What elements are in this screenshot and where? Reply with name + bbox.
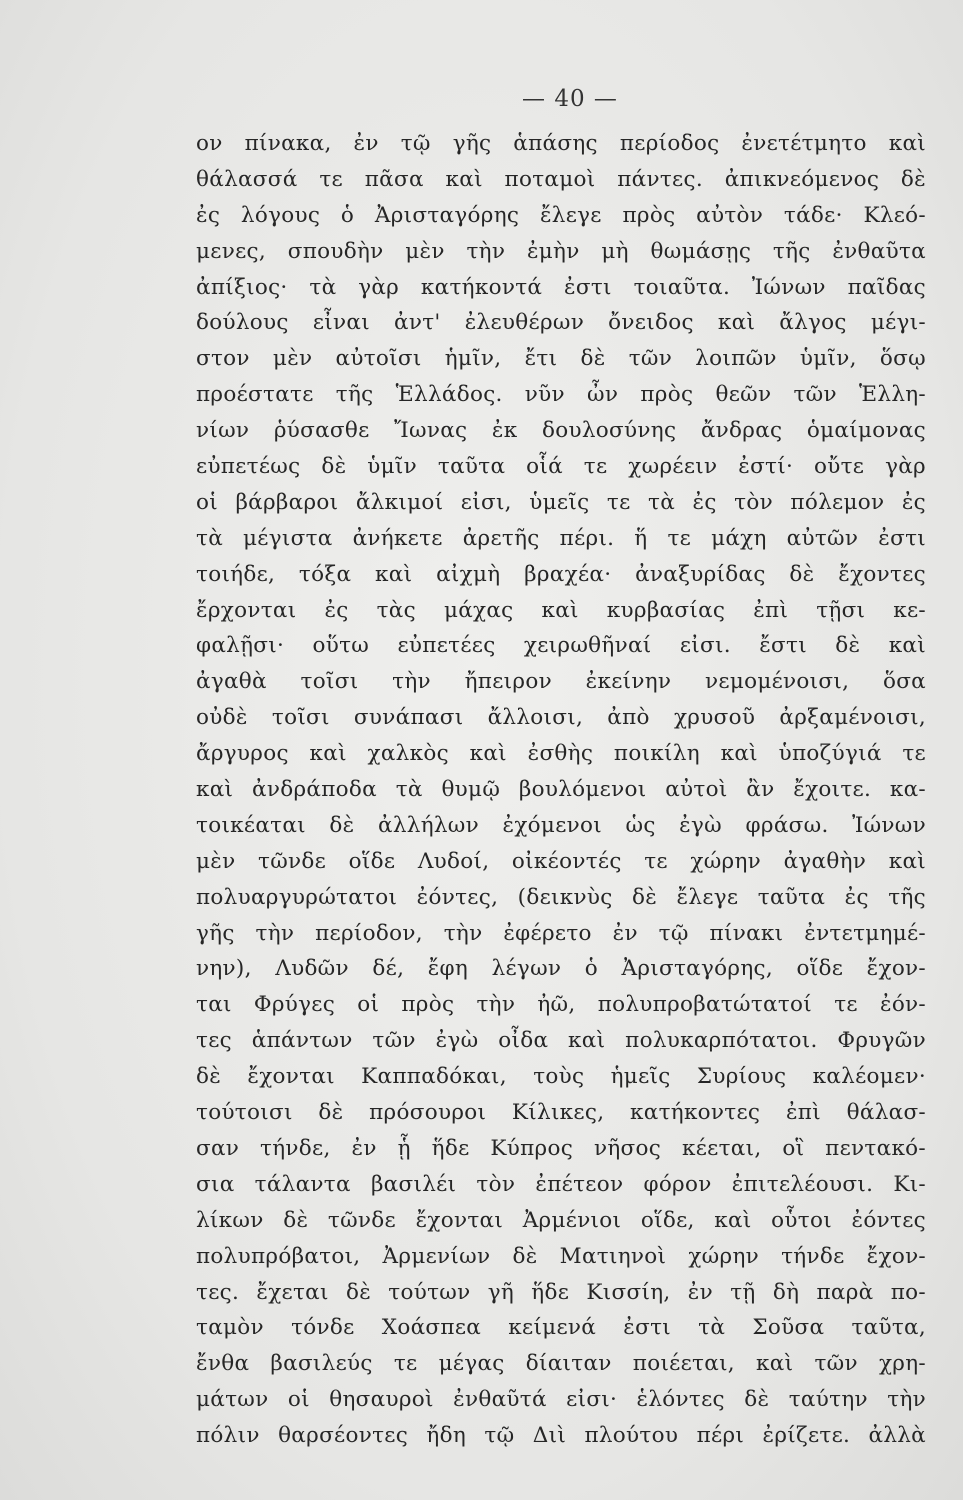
text-line: τες ἁπάντων τῶν ἐγὼ οἶδα καὶ πολυκαρπότατοι. Φρυγῶν (196, 1028, 926, 1054)
text-line: ἔνθα βασιλεύς τε μέγας δίαιταν ποιέεται, καὶ τῶν χρη- (196, 1351, 926, 1377)
text-line: ταμὸν τόνδε Χοάσπεα κείμενά ἐστι τὰ Σοῦσα ταῦτα, (196, 1315, 926, 1341)
text-line: ἀπίξιος· τὰ γὰρ κατήκοντά ἐστι τοιαῦτα. Ἰώνων παῖδας (196, 274, 926, 300)
text-line: προέστατε τῆς Ἑλλάδος. νῦν ὦν πρὸς θεῶν τῶν Ἑλλη- (196, 382, 926, 408)
text-line: μάτων οἱ θησαυροὶ ἐνθαῦτά εἰσι· ἑλόντες δὲ ταύτην τὴν (196, 1387, 926, 1413)
text-line: τες. ἔχεται δὲ τούτων γῆ ἥδε Κισσίη, ἐν τῇ δὴ παρὰ πο- (196, 1279, 926, 1305)
text-line: δούλους εἶναι ἀντ' ἐλευθέρων ὄνειδος καὶ ἄλγος μέγι- (196, 310, 926, 336)
text-line: μενες, σπουδὴν μὲν τὴν ἐμὴν μὴ θωμάσῃς τῆς ἐνθαῦτα (196, 238, 926, 264)
text-line: σια τάλαντα βασιλέι τὸν ἐπέτεον φόρον ἐπιτελέουσι. Κι- (196, 1171, 926, 1197)
text-line: ἀγαθὰ τοῖσι τὴν ἤπειρον ἐκείνην νεμομένοισι, ὅσα (196, 669, 926, 695)
text-line: τοιήδε, τόξα καὶ αἰχμὴ βραχέα· ἀναξυρίδας δὲ ἔχοντες (196, 561, 926, 587)
text-line: ον πίνακα, ἐν τῷ γῆς ἁπάσης περίοδος ἐνετέτμητο καὶ (196, 131, 926, 156)
text-line: οἱ βάρβαροι ἄλκιμοί εἰσι, ὑμεῖς τε τὰ ἐς τὸν πόλεμον ἐς (196, 489, 926, 515)
text-line: τούτοισι δὲ πρόσουροι Κίλικες, κατήκοντες ἐπὶ θάλασ- (196, 1100, 926, 1126)
text-line: θάλασσά τε πᾶσα καὶ ποταμοὶ πάντες. ἀπικνεόμενος δὲ (196, 166, 926, 192)
text-line: ται Φρύγες οἱ πρὸς τὴν ἠῶ, πολυπροβατώτατοί τε ἐόν- (196, 992, 926, 1018)
text-line: δὲ ἔχονται Καππαδόκαι, τοὺς ἡμεῖς Συρίους καλέομεν· (196, 1064, 926, 1090)
page-number: — 40 — (522, 86, 618, 112)
text-line: νην), Λυδῶν δέ, ἔφη λέγων ὁ Ἀρισταγόρης, οἵδε ἔχον- (196, 956, 926, 982)
text-line: λίκων δὲ τῶνδε ἔχονται Ἀρμένιοι οἵδε, καὶ οὗτοι ἐόντες (196, 1207, 926, 1233)
text-line: πολυαργυρώτατοι ἐόντες, (δεικνὺς δὲ ἔλεγε ταῦτα ἐς τῆς (196, 884, 926, 910)
text-line: καὶ ἀνδράποδα τὰ θυμῷ βουλόμενοι αὐτοὶ ἂν ἔχοιτε. κα- (196, 777, 926, 803)
text-line: πόλιν θαρσέοντες ἤδη τῷ Διὶ πλούτου πέρι ἐρίζετε. ἀλλὰ (196, 1423, 926, 1449)
text-line: εὐπετέως δὲ ὑμῖν ταῦτα οἷά τε χωρέειν ἐστί· οὔτε γὰρ (196, 454, 926, 480)
text-line: ἐς λόγους ὁ Ἀρισταγόρης ἔλεγε πρὸς αὐτὸν τάδε· Κλεό- (196, 202, 926, 228)
text-line: τοικέαται δὲ ἀλλήλων ἐχόμενοι ὡς ἐγὼ φράσω. Ἰώνων (196, 812, 926, 838)
text-line: οὐδὲ τοῖσι συνάπασι ἄλλοισι, ἀπὸ χρυσοῦ ἀρξαμένοισι, (196, 705, 926, 731)
text-line: ἔρχονται ἐς τὰς μάχας καὶ κυρβασίας ἐπὶ τῇσι κε- (196, 597, 926, 623)
text-line: τὰ μέγιστα ἀνήκετε ἀρετῆς πέρι. ἥ τε μάχη αὐτῶν ἐστι (196, 525, 926, 551)
text-line: νίων ῥύσασθε Ἴωνας ἐκ δουλοσύνης ἄνδρας ὁμαίμονας (196, 418, 926, 444)
text-line: φαλῇσι· οὕτω εὐπετέες χειρωθῆναί εἰσι. ἔστι δὲ καὶ (196, 633, 926, 659)
text-line: μὲν τῶνδε οἵδε Λυδοί, οἰκέοντές τε χώρην ἀγαθὴν καὶ (196, 848, 926, 874)
body-text (196, 126, 926, 1454)
text-line: γῆς τὴν περίοδον, τὴν ἐφέρετο ἐν τῷ πίνακι ἐντετμημέ- (196, 920, 926, 946)
text-line: ἄργυρος καὶ χαλκὸς καὶ ἐσθὴς ποικίλη καὶ ὑποζύγιά τε (196, 741, 926, 767)
text-line: σαν τήνδε, ἐν ᾗ ἥδε Κύπρος νῆσος κέεται, οἳ πεντακό- (196, 1135, 926, 1161)
text-line: στον μὲν αὐτοῖσι ἡμῖν, ἔτι δὲ τῶν λοιπῶν ὑμῖν, ὅσῳ (196, 346, 926, 372)
text-line: πολυπρόβατοι, Ἀρμενίων δὲ Ματιηνοὶ χώρην τήνδε ἔχον- (196, 1243, 926, 1269)
